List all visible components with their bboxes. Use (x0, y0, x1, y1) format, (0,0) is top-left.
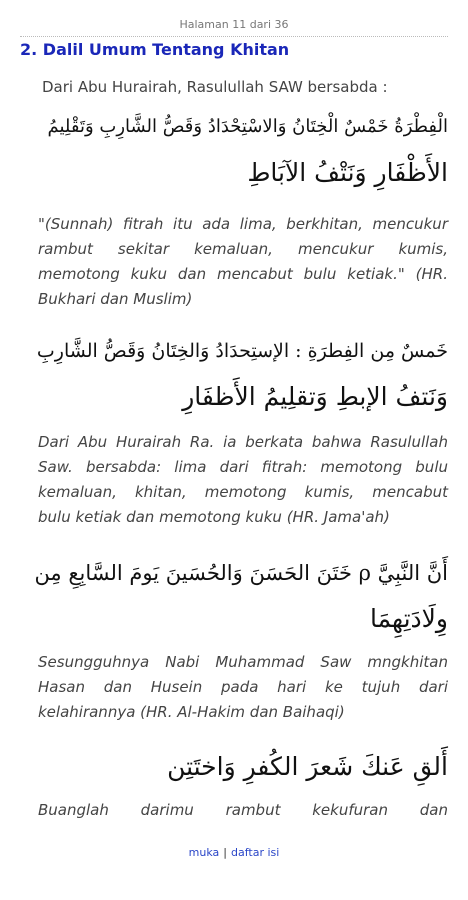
page-counter: Halaman 11 dari 36 (179, 18, 289, 31)
translation-line: kelahirannya (HR. Al-Hakim dan Baihaqi) (38, 703, 345, 721)
translation-line: rambut sekitar kemaluan, mencukur kumis, (38, 240, 448, 258)
translation-line: Sesungguhnya Nabi Muhammad Saw mngkhitan (38, 653, 448, 671)
hadith-4-arabic (30, 744, 448, 790)
section-title: 2. Dalil Umum Tentang Khitan (20, 40, 290, 59)
arabic-line: وَنَتفُ الإبطِ وَتقلِيمُ الأَظفَارِ (182, 382, 448, 411)
arabic-line: خَمسٌ مِن الفِطرَةِ : الإستِحدَادُ وَالخِتَانُ وَقَصُّ الشَّارِبِ (36, 340, 448, 362)
translation-line: Saw. bersabda: lima dari fitrah: memotong bulu (38, 458, 448, 476)
hadith-3-arabic (30, 550, 448, 642)
hadith-2-arabic (30, 328, 448, 420)
table-of-contents-link[interactable]: daftar isi (231, 846, 280, 859)
arabic-line: أَنَّ النَّبِيَّ ρ خَتَنَ الحَسَنَ وَالحُسَينَ يَومَ السَّابِعِ مِن (34, 561, 448, 585)
translation-line: memotong kuku dan mencabut bulu ketiak." (HR. (38, 265, 448, 283)
hadith-1-arabic (30, 104, 448, 196)
hadith-4-translation (38, 798, 448, 823)
footer-nav (0, 846, 468, 859)
translation-line: "(Sunnah) fitrah itu ada lima, berkhitan, mencukur (38, 215, 448, 233)
translation-line: bulu ketiak dan memotong kuku (HR. Jama'ah) (38, 508, 390, 526)
translation-line: Dari Abu Hurairah Ra. ia berkata bahwa Rasulullah (38, 433, 448, 451)
arabic-line: الْفِطْرَةُ خَمْسٌ الْخِتَانُ وَالاسْتِحْدَادُ وَقَصُّ الشَّارِبِ وَتَقْلِيمُ (47, 116, 448, 137)
intro-text: Dari Abu Hurairah, Rasulullah SAW bersabda : (42, 78, 388, 96)
header-divider (20, 36, 448, 37)
arabic-line: الأَظْفَارِ وَنَتْفُ الآبَاطِ (247, 158, 448, 187)
hadith-2-translation (38, 430, 448, 530)
arabic-line: أَلقِ عَنكَ شَعرَ الكُفرِ وَاختَتِن (167, 752, 448, 781)
home-link[interactable]: muka (188, 846, 220, 859)
translation-line: Bukhari dan Muslim) (38, 290, 193, 308)
hadith-1-translation (38, 212, 448, 312)
translation-line: kemaluan, khitan, memotong kumis, mencabut (38, 483, 448, 501)
translation-line: Hasan dan Husein pada hari ke tujuh dari (38, 678, 448, 696)
hadith-3-translation (38, 650, 448, 725)
footer-separator: | (223, 846, 227, 859)
arabic-line: وِلَادَتِهِمَا (369, 604, 448, 633)
translation-line: Buanglah darimu rambut kekufuran dan (38, 801, 448, 819)
